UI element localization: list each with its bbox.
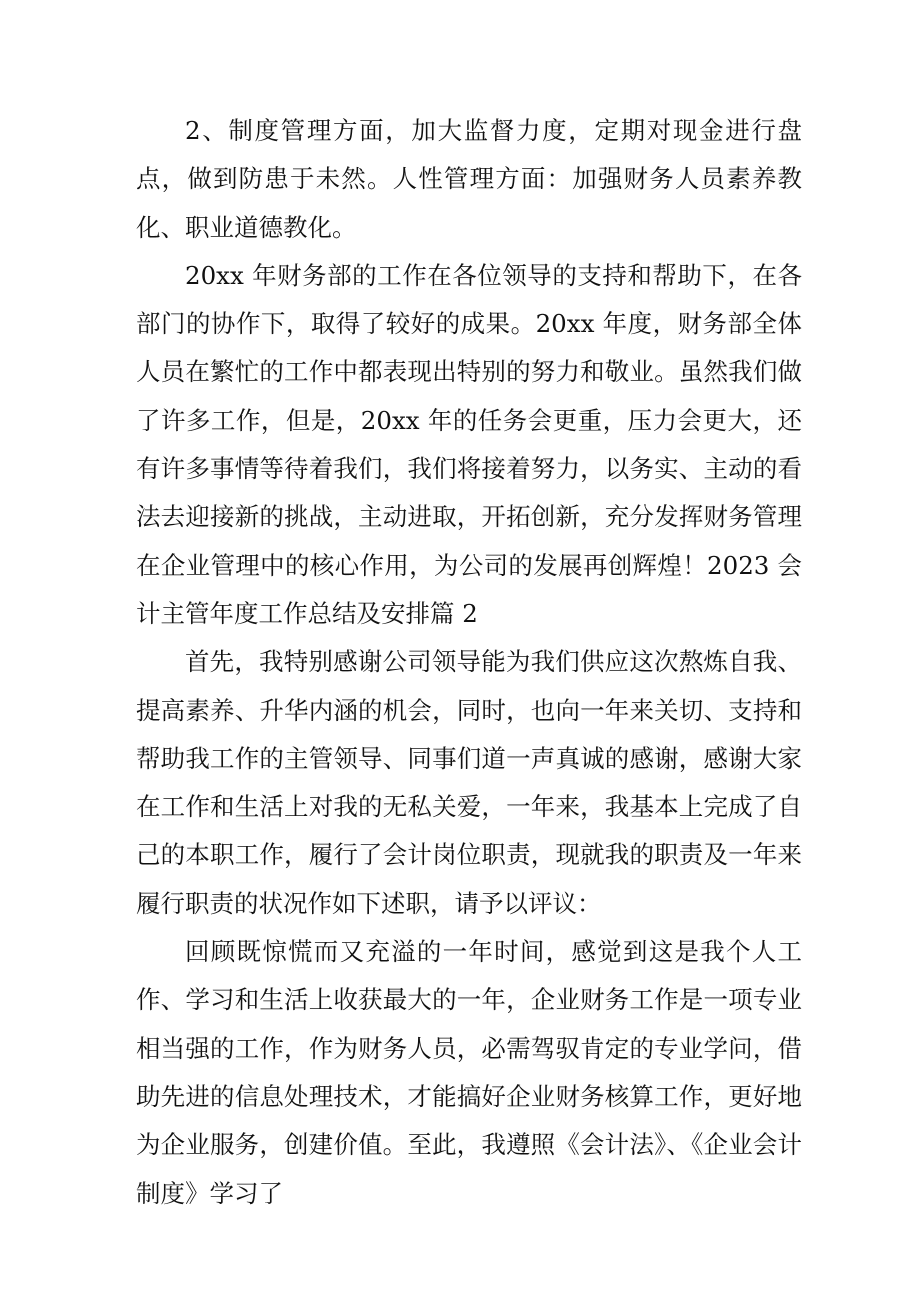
paragraph-system-management: 2、制度管理方面，加大监督力度，定期对现金进行盘点，做到防患于未然。人性管理方面：加强财务人员素养教化、职业道德教化。 <box>136 116 802 242</box>
paragraph-review: 回顾既惊慌而又充溢的一年时间，感觉到这是我个人工作、学习和生活上收获最大的一年，企业财务工作是一项专业相当强的工作，作为财务人员，必需驾驭肯定的专业学问，借助先进的信息处理技术，才能搞好企业财务核算工作，更好地为企业服务，创建价值。至此，我遵照《会计法》、《企业会计制度》学习了 <box>136 937 802 1208</box>
paragraph-thanks: 首先，我特别感谢公司领导能为我们供应这次熬炼自我、提高素养、升华内涵的机会，同时，也向一年来关切、支持和帮助我工作的主管领导、同事们道一声真诚的感谢，感谢大家在工作和生活上对我的无私关爱，一年来，我基本上完成了自己的本职工作，履行了会计岗位职责，现就我的职责及一年来履行职责的状况作如下述职，请予以评议： <box>136 647 802 918</box>
paragraph-finance-department-summary: 20xx 年财务部的工作在各位领导的支持和帮助下，在各部门的协作下，取得了较好的成果。20xx 年度，财务部全体人员在繁忙的工作中都表现出特别的努力和敬业。虽然我们做了许多工作，但是，20xx 年的任务会更重，压力会更大，还有许多事情等待着我们，我们将接着努力，以务实、主动的看法去迎接新的挑战，主动进取，开拓创新，充分发挥财务管理在企业管理中的核心作用，为公司的发展再创辉煌！2023 会计主管年度工作总结及安排篇 2 <box>136 260 802 628</box>
document-body <box>136 107 802 1218</box>
